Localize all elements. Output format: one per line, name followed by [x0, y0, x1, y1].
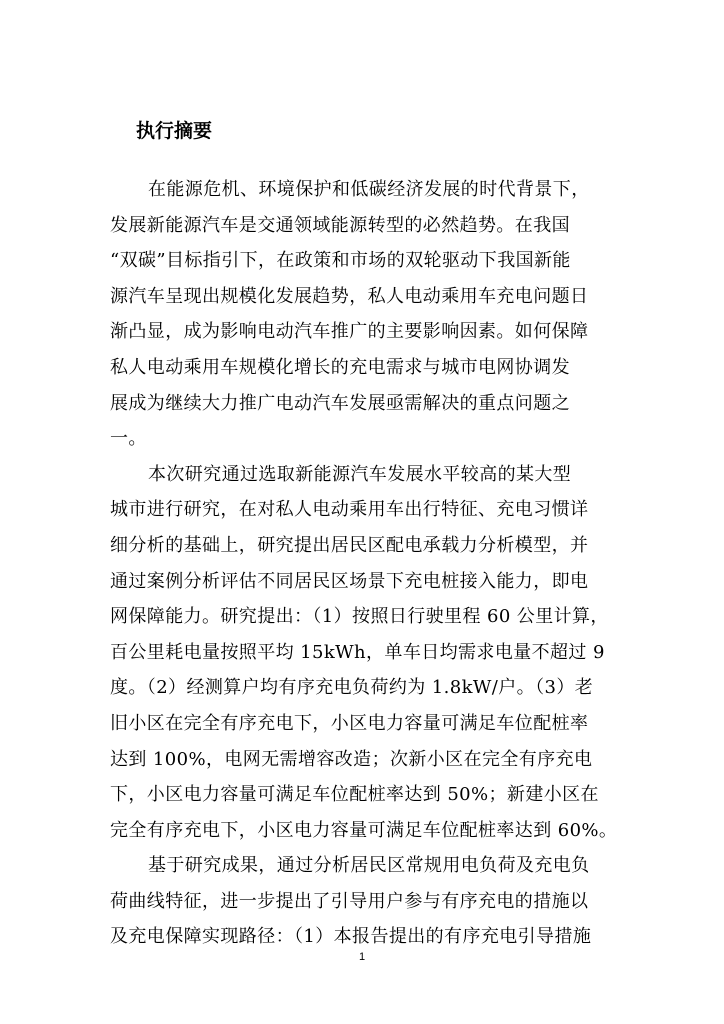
paragraph-1-line: 一。 — [110, 428, 147, 450]
paragraph-1-line: 私人电动乘用车规模化增长的充电需求与城市电网协调发 — [110, 356, 570, 378]
paragraph-2-line: 旧小区在完全有序充电下，小区电力容量可满足车位配桩率 — [110, 712, 589, 734]
paragraph-1-line: 展成为继续大力推广电动汽车发展亟需解决的重点问题之 — [110, 392, 570, 414]
paragraph-2-line: 下，小区电力容量可满足车位配桩率达到 50%；新建小区在 — [110, 784, 599, 806]
body-text — [110, 172, 630, 955]
paragraph-2-line: 本次研究通过选取新能源汽车发展水平较高的某大型 — [148, 463, 572, 485]
paragraph-1-line: 源汽车呈现出规模化发展趋势，私人电动乘用车充电问题日 — [110, 285, 589, 307]
paragraph-2-line: 度。（2）经测算户均有序充电负荷约为 1.8kW/户。（3）老 — [110, 677, 594, 699]
paragraph-2-line: 城市进行研究，在对私人电动乘用车出行特征、充电习惯详 — [110, 499, 589, 521]
paragraph-2-line: 网保障能力。研究提出：（1）按照日行驶里程 60 公里计算， — [110, 606, 609, 628]
paragraph-3-line: 及充电保障实现路径：（1）本报告提出的有序充电引导措施 — [110, 926, 592, 948]
paragraph-2-line: 达到 100%，电网无需增容改造；次新小区在完全有序充电 — [110, 748, 593, 770]
page-number: 1 — [358, 951, 366, 963]
paragraph-1-line: 发展新能源汽车是交通领域能源转型的必然趋势。在我国 — [110, 214, 570, 236]
paragraph-1-line: “双碳”目标指引下，在政策和市场的双轮驱动下我国新能 — [110, 250, 571, 272]
paragraph-3-line: 荷曲线特征，进一步提出了引导用户参与有序充电的措施以 — [110, 890, 589, 912]
paragraph-1-line: 在能源危机、环境保护和低碳经济发展的时代背景下， — [148, 179, 590, 200]
paragraph-2-line: 百公里耗电量按照平均 15kWh，单车日均需求电量不超过 9 — [110, 641, 605, 663]
paragraph-1-line: 渐凸显，成为影响电动汽车推广的主要影响因素。如何保障 — [110, 321, 589, 343]
paragraph-2-line: 通过案例分析评估不同居民区场景下充电桩接入能力，即电 — [110, 570, 589, 592]
paragraph-2-line: 完全有序充电下，小区电力容量可满足车位配桩率达到 60%。 — [110, 819, 618, 841]
section-heading: 执行摘要 — [136, 120, 213, 142]
paragraph-3-line: 基于研究成果，通过分析居民区常规用电负荷及充电负 — [148, 855, 590, 877]
paragraph-2-line: 细分析的基础上，研究提出居民区配电承载力分析模型，并 — [110, 534, 589, 556]
